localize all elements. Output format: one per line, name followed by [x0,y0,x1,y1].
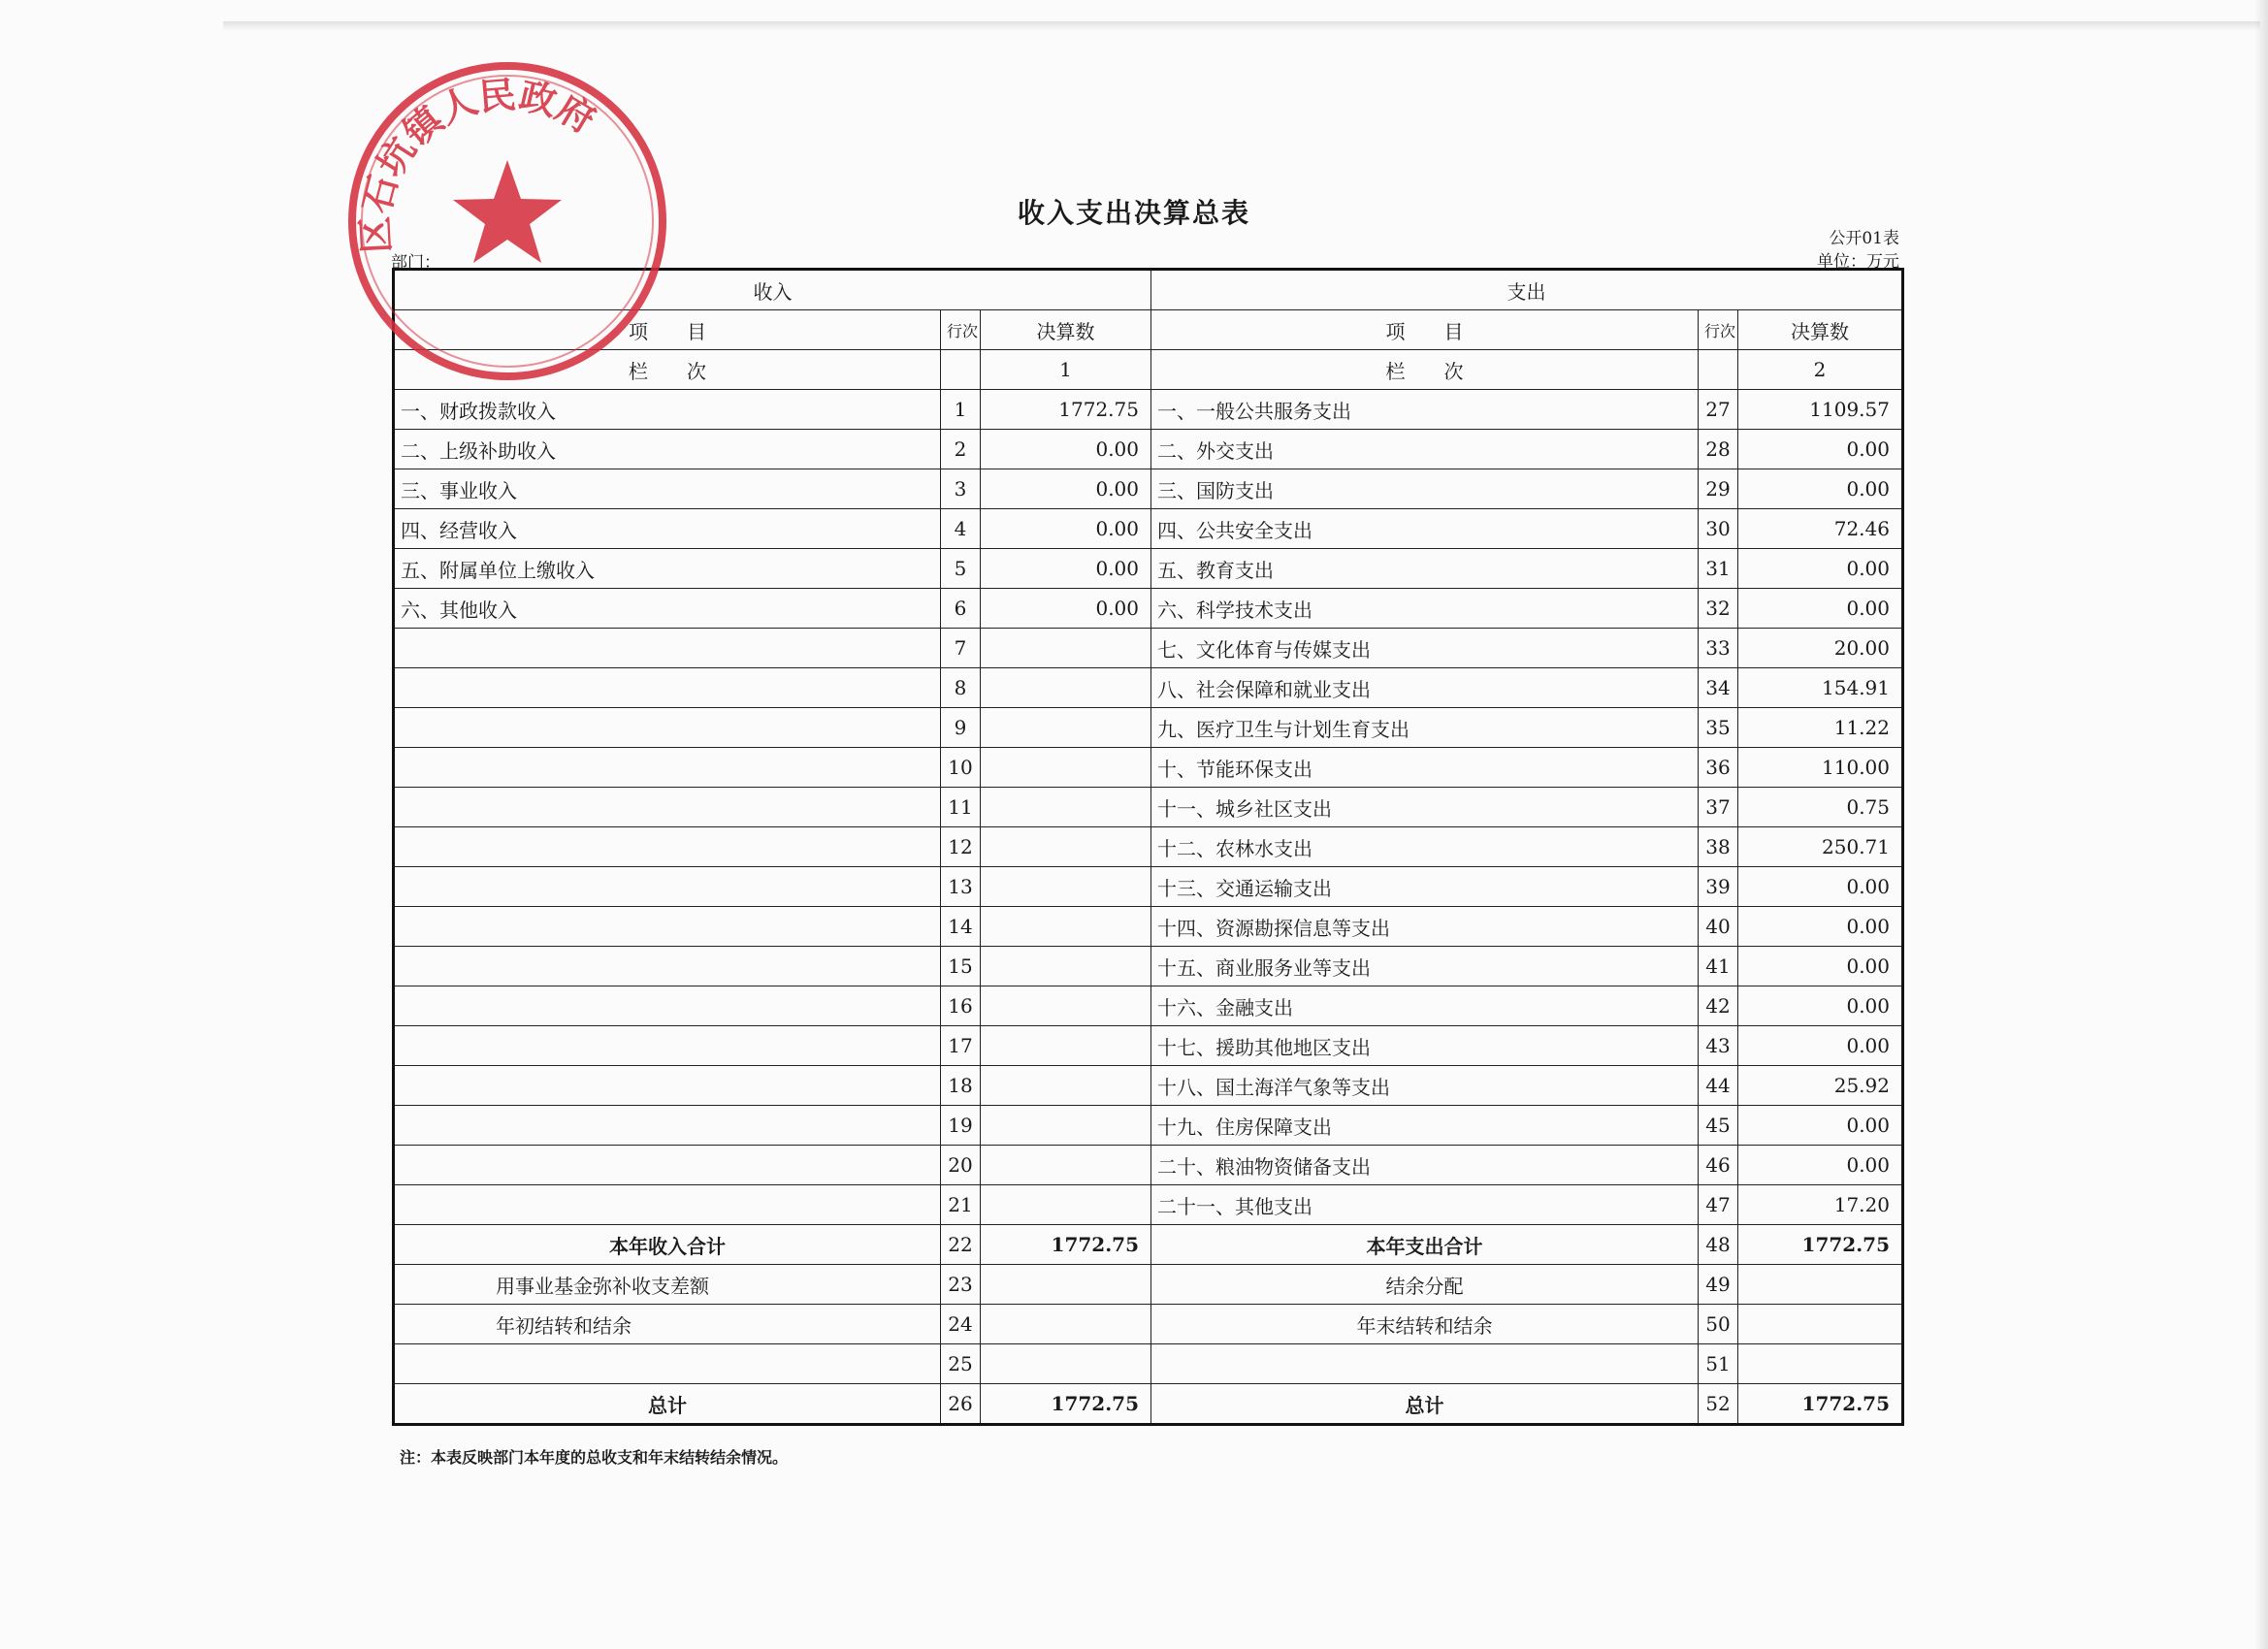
income-total-amount [981,1305,1151,1344]
expense-item: 一、一般公共服务支出 [1151,390,1699,430]
expense-line-header: 行次 [1699,310,1738,350]
income-item [394,668,941,708]
income-amount-header: 决算数 [981,310,1151,350]
expense-item: 十五、商业服务业等支出 [1151,947,1699,986]
expense-total-label: 结余分配 [1151,1265,1699,1305]
income-item [394,1106,941,1146]
expense-amount: 0.00 [1738,1026,1903,1066]
expense-total-amount: 1772.75 [1738,1384,1903,1425]
expense-amount: 25.92 [1738,1066,1903,1106]
income-item: 六、其他收入 [394,589,941,629]
table-row [394,1106,1903,1146]
expense-item: 十八、国土海洋气象等支出 [1151,1066,1699,1106]
income-line-number: 14 [941,907,981,947]
expense-line-number: 37 [1699,788,1738,827]
total-row [394,1384,1903,1425]
expense-amount: 0.00 [1738,947,1903,986]
expense-line-number: 38 [1699,827,1738,867]
income-section-header: 收入 [394,270,1151,310]
section-header-row [394,270,1903,310]
income-item [394,788,941,827]
table-row [394,986,1903,1026]
income-line-number: 1 [941,390,981,430]
income-line-number: 10 [941,748,981,788]
income-item [394,827,941,867]
income-line-number: 13 [941,867,981,907]
expense-total-amount [1738,1265,1903,1305]
table-row [394,907,1903,947]
income-amount [981,1106,1151,1146]
income-amount [981,668,1151,708]
income-total-label: 年初结转和结余 [394,1305,941,1344]
table-row [394,430,1903,469]
expense-line-number: 45 [1699,1106,1738,1146]
income-line-number: 18 [941,1066,981,1106]
expense-line-number: 43 [1699,1026,1738,1066]
expense-amount: 0.00 [1738,589,1903,629]
expense-total-line-number: 51 [1699,1344,1738,1384]
income-lanci-line [941,350,981,390]
income-total-label: 总计 [394,1384,941,1425]
expense-lanci-line [1699,350,1738,390]
income-item [394,629,941,668]
income-amount [981,1146,1151,1185]
income-line-number: 15 [941,947,981,986]
table-row [394,947,1903,986]
expense-total-line-number: 49 [1699,1265,1738,1305]
expense-amount: 72.46 [1738,509,1903,549]
expense-total-label [1151,1344,1699,1384]
expense-line-number: 36 [1699,748,1738,788]
table-row [394,1066,1903,1106]
income-total-amount: 1772.75 [981,1384,1151,1425]
income-amount [981,629,1151,668]
expense-item: 六、科学技术支出 [1151,589,1699,629]
expense-line-number: 31 [1699,549,1738,589]
expense-item-header: 项 目 [1151,310,1699,350]
expense-line-number: 39 [1699,867,1738,907]
expense-line-number: 28 [1699,430,1738,469]
column-number-row [394,350,1903,390]
expense-amount: 0.75 [1738,788,1903,827]
income-item [394,708,941,748]
income-line-header: 行次 [941,310,981,350]
income-item-header: 项 目 [394,310,941,350]
expense-line-number: 46 [1699,1146,1738,1185]
income-item [394,986,941,1026]
income-item: 三、事业收入 [394,469,941,509]
income-amount: 1772.75 [981,390,1151,430]
income-line-number: 4 [941,509,981,549]
expense-line-number: 35 [1699,708,1738,748]
income-item [394,867,941,907]
income-line-number: 21 [941,1185,981,1225]
income-line-number: 6 [941,589,981,629]
expense-item: 二十一、其他支出 [1151,1185,1699,1225]
expense-amount: 0.00 [1738,907,1903,947]
expense-line-number: 32 [1699,589,1738,629]
income-line-number: 9 [941,708,981,748]
expense-line-number: 44 [1699,1066,1738,1106]
expense-total-line-number: 52 [1699,1384,1738,1425]
table-row [394,788,1903,827]
income-item [394,1026,941,1066]
expense-item: 十三、交通运输支出 [1151,867,1699,907]
income-column-number: 1 [981,350,1151,390]
expense-total-label: 总计 [1151,1384,1699,1425]
expense-amount: 0.00 [1738,1146,1903,1185]
expense-item: 十六、金融支出 [1151,986,1699,1026]
income-amount: 0.00 [981,469,1151,509]
expense-item: 十、节能环保支出 [1151,748,1699,788]
expense-amount: 1109.57 [1738,390,1903,430]
expense-column-number: 2 [1738,350,1903,390]
income-line-number: 19 [941,1106,981,1146]
footnote: 注：本表反映部门本年度的总收支和年末结转结余情况。 [400,1448,789,1467]
income-amount: 0.00 [981,549,1151,589]
table-row [394,629,1903,668]
income-line-number: 11 [941,788,981,827]
expense-amount: 250.71 [1738,827,1903,867]
income-amount [981,748,1151,788]
expense-line-number: 34 [1699,668,1738,708]
expense-item: 七、文化体育与传媒支出 [1151,629,1699,668]
expense-item: 十七、援助其他地区支出 [1151,1026,1699,1066]
income-line-number: 5 [941,549,981,589]
expense-line-number: 27 [1699,390,1738,430]
table-row [394,390,1903,430]
expense-amount: 0.00 [1738,549,1903,589]
expense-total-amount: 1772.75 [1738,1225,1903,1265]
income-item: 一、财政拨款收入 [394,390,941,430]
income-lanci-label: 栏 次 [394,350,941,390]
income-amount [981,867,1151,907]
expense-amount: 154.91 [1738,668,1903,708]
income-item [394,1185,941,1225]
expense-amount: 20.00 [1738,629,1903,668]
expense-item: 二、外交支出 [1151,430,1699,469]
table-row [394,549,1903,589]
table-row [394,1185,1903,1225]
expense-item: 四、公共安全支出 [1151,509,1699,549]
table-row [394,827,1903,867]
expense-line-number: 33 [1699,629,1738,668]
income-amount: 0.00 [981,509,1151,549]
table-row [394,867,1903,907]
income-total-line-number: 24 [941,1305,981,1344]
scan-edge-shadow-right [2254,0,2268,1649]
income-total-line-number: 26 [941,1384,981,1425]
expense-item: 八、社会保障和就业支出 [1151,668,1699,708]
seal-text: 区石坑镇人民政府 [352,72,603,255]
expense-amount: 17.20 [1738,1185,1903,1225]
income-amount [981,907,1151,947]
unit-label: 单位：万元 [1817,252,1899,272]
income-expense-table [392,268,1904,1426]
expense-total-label: 年末结转和结余 [1151,1305,1699,1344]
income-line-number: 16 [941,986,981,1026]
expense-total-label: 本年支出合计 [1151,1225,1699,1265]
expense-line-number: 41 [1699,947,1738,986]
income-line-number: 3 [941,469,981,509]
income-line-number: 8 [941,668,981,708]
table-row [394,1026,1903,1066]
table-row [394,748,1903,788]
income-amount [981,1026,1151,1066]
table-row [394,469,1903,509]
income-item [394,1066,941,1106]
income-total-amount [981,1265,1151,1305]
form-code: 公开01表 [1829,229,1899,248]
table-row [394,1146,1903,1185]
income-amount [981,986,1151,1026]
expense-item: 二十、粮油物资储备支出 [1151,1146,1699,1185]
expense-amount: 0.00 [1738,986,1903,1026]
income-amount: 0.00 [981,430,1151,469]
income-item [394,1146,941,1185]
income-line-number: 12 [941,827,981,867]
expense-amount: 11.22 [1738,708,1903,748]
expense-total-line-number: 50 [1699,1305,1738,1344]
table-row [394,668,1903,708]
income-item [394,907,941,947]
income-item [394,947,941,986]
expense-item: 十二、农林水支出 [1151,827,1699,867]
expense-total-line-number: 48 [1699,1225,1738,1265]
expense-total-amount [1738,1344,1903,1384]
income-amount [981,947,1151,986]
income-item: 四、经营收入 [394,509,941,549]
income-total-amount [981,1344,1151,1384]
income-total-line-number: 22 [941,1225,981,1265]
expense-line-number: 42 [1699,986,1738,1026]
column-header-row [394,310,1903,350]
expense-line-number: 40 [1699,907,1738,947]
expense-line-number: 47 [1699,1185,1738,1225]
income-total-amount: 1772.75 [981,1225,1151,1265]
expense-item: 十九、住房保障支出 [1151,1106,1699,1146]
income-total-label [394,1344,941,1384]
income-amount [981,788,1151,827]
income-total-label: 用事业基金弥补收支差额 [394,1265,941,1305]
total-row [394,1265,1903,1305]
expense-lanci-label: 栏 次 [1151,350,1699,390]
expense-item: 九、医疗卫生与计划生育支出 [1151,708,1699,748]
scan-edge-shadow [223,21,2260,31]
page-title: 收入支出决算总表 [1017,197,1250,229]
income-line-number: 17 [941,1026,981,1066]
income-item [394,748,941,788]
expense-item: 五、教育支出 [1151,549,1699,589]
income-line-number: 7 [941,629,981,668]
expense-amount: 0.00 [1738,1106,1903,1146]
expense-item: 三、国防支出 [1151,469,1699,509]
income-line-number: 20 [941,1146,981,1185]
income-amount [981,1185,1151,1225]
expense-item: 十一、城乡社区支出 [1151,788,1699,827]
income-line-number: 2 [941,430,981,469]
income-total-line-number: 23 [941,1265,981,1305]
table-row [394,589,1903,629]
expense-amount: 0.00 [1738,867,1903,907]
income-total-line-number: 25 [941,1344,981,1384]
expense-amount: 110.00 [1738,748,1903,788]
expense-section-header: 支出 [1151,270,1903,310]
income-item: 二、上级补助收入 [394,430,941,469]
expense-item: 十四、资源勘探信息等支出 [1151,907,1699,947]
income-total-label: 本年收入合计 [394,1225,941,1265]
total-row [394,1305,1903,1344]
expense-line-number: 29 [1699,469,1738,509]
expense-amount: 0.00 [1738,469,1903,509]
total-row [394,1225,1903,1265]
income-item: 五、附属单位上缴收入 [394,549,941,589]
income-amount [981,1066,1151,1106]
income-amount [981,708,1151,748]
expense-amount-header: 决算数 [1738,310,1903,350]
department-label: 部门： [391,253,440,273]
expense-amount: 0.00 [1738,430,1903,469]
table-row [394,509,1903,549]
table-row [394,708,1903,748]
income-amount: 0.00 [981,589,1151,629]
expense-total-amount [1738,1305,1903,1344]
total-row [394,1344,1903,1384]
income-amount [981,827,1151,867]
expense-line-number: 30 [1699,509,1738,549]
